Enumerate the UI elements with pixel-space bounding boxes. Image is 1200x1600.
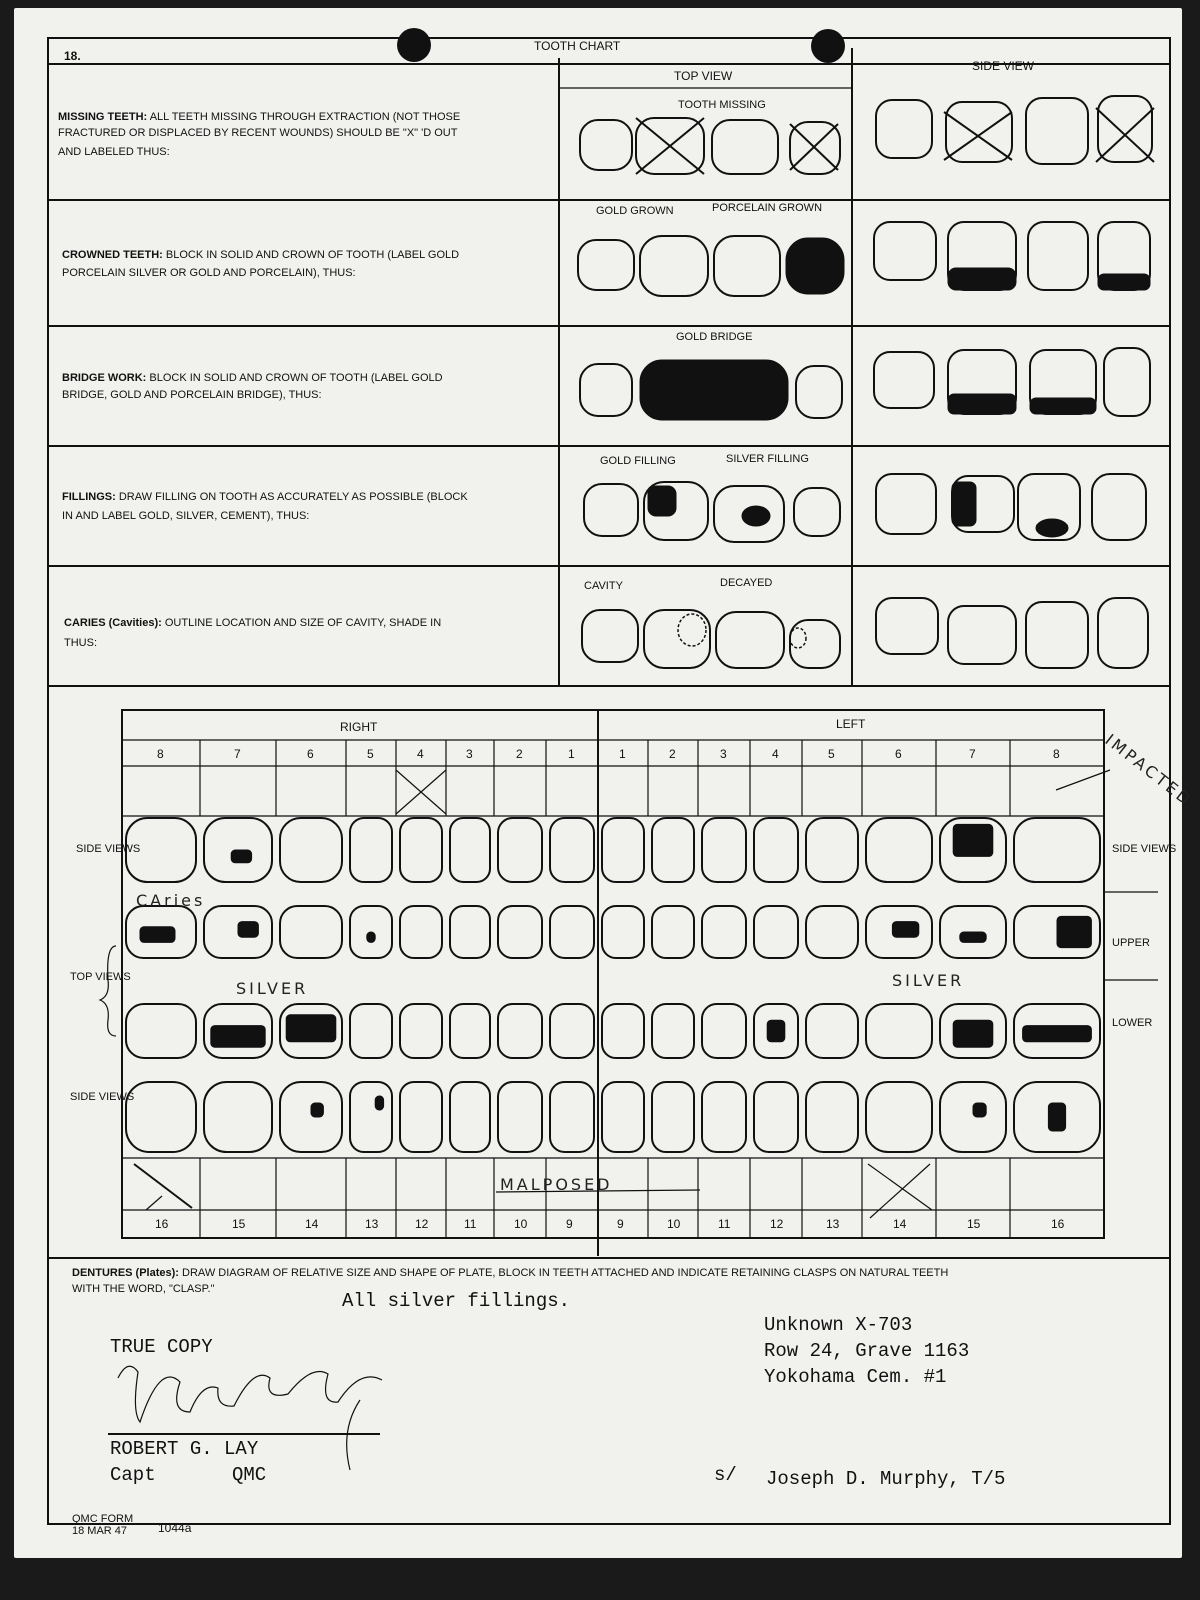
lower-label: LOWER bbox=[1112, 1017, 1153, 1029]
tooth-outline bbox=[702, 818, 746, 882]
svg-text:BRIDGE, GOLD AND PORCELAIN BRI: BRIDGE, GOLD AND PORCELAIN BRIDGE), THUS: bbox=[62, 389, 322, 401]
lower-tooth-number: 14 bbox=[305, 1217, 319, 1231]
filling-mark bbox=[953, 1020, 993, 1047]
filling-mark bbox=[1057, 916, 1091, 947]
svg-text:FRACTURED OR DISPLACED BY RECE: FRACTURED OR DISPLACED BY RECENT WOUNDS) SHOULD BE "X" 'D OUT bbox=[58, 127, 458, 139]
svg-text:TOOTH MISSING: TOOTH MISSING bbox=[678, 99, 766, 111]
tooth-outline bbox=[940, 1082, 1006, 1152]
tooth-outline bbox=[550, 818, 594, 882]
tooth-outline bbox=[498, 1082, 542, 1152]
filling-mark bbox=[238, 922, 258, 938]
upper-tooth-number: 5 bbox=[828, 747, 835, 761]
lower-tooth-number: 16 bbox=[155, 1217, 169, 1231]
tooth-outline bbox=[550, 1004, 594, 1058]
id-line-3: Yokohama Cem. #1 bbox=[764, 1366, 947, 1388]
id-line-1: Unknown X-703 bbox=[764, 1314, 913, 1336]
svg-text:GOLD BRIDGE: GOLD BRIDGE bbox=[676, 331, 753, 343]
tooth-outline bbox=[400, 1004, 442, 1058]
tooth-outline bbox=[498, 906, 542, 958]
grid-column-lines bbox=[200, 740, 1010, 1238]
upper-tooth-number: 2 bbox=[669, 747, 676, 761]
filling-mark bbox=[953, 824, 993, 856]
page-number: 18. bbox=[64, 49, 81, 63]
legend-crown-illustrations bbox=[578, 222, 1150, 296]
form-title: TOOTH CHART bbox=[534, 39, 621, 53]
form-number: 1044a bbox=[158, 1521, 192, 1535]
tooth-outline bbox=[602, 818, 644, 882]
filling-mark bbox=[1048, 1103, 1065, 1131]
tooth-outline bbox=[866, 818, 932, 882]
tooth-outline bbox=[652, 906, 694, 958]
legend-missing-illustrations bbox=[580, 96, 1154, 174]
filling-mark bbox=[960, 932, 986, 942]
upper-tooth-numbers bbox=[157, 747, 1060, 761]
tooth-outline bbox=[498, 1004, 542, 1058]
filling-mark bbox=[367, 932, 375, 942]
svg-text:MISSING TEETH: ALL TEETH MISSI: MISSING TEETH: ALL TEETH MISSING THROUGH EXTRACTION (NOT THOSE bbox=[58, 111, 461, 123]
silver-note-right: SILVER bbox=[236, 979, 309, 998]
tooth-outline bbox=[866, 1004, 932, 1058]
caries-note: CAries bbox=[136, 891, 206, 910]
tooth-outline bbox=[866, 1082, 932, 1152]
typed-remark: All silver fillings. bbox=[342, 1290, 571, 1312]
tooth-outline bbox=[400, 818, 442, 882]
svg-text:GOLD FILLING: GOLD FILLING bbox=[600, 455, 676, 467]
dentures-instructions-line2: WITH THE WORD, "CLASP." bbox=[72, 1283, 215, 1295]
svg-text:BRIDGE WORK: BLOCK IN SOLID AN: BRIDGE WORK: BLOCK IN SOLID AND CROWN OF TOOTH (LABEL GOLD bbox=[62, 372, 443, 384]
upper-tooth-number: 1 bbox=[568, 747, 575, 761]
tooth-outline bbox=[702, 1082, 746, 1152]
lower-tooth-number: 10 bbox=[514, 1217, 528, 1231]
malposed-note: MALPOSED bbox=[500, 1175, 613, 1194]
tooth-outline bbox=[806, 818, 858, 882]
lower-tooth-number: 9 bbox=[617, 1217, 624, 1231]
legend-bridge-illustrations bbox=[580, 348, 1150, 420]
id-line-2: Row 24, Grave 1163 bbox=[764, 1340, 970, 1362]
tooth-outline bbox=[806, 906, 858, 958]
right-label: RIGHT bbox=[340, 720, 378, 734]
svg-text:GOLD GROWN: GOLD GROWN bbox=[596, 205, 674, 217]
lower-tooth-number: 15 bbox=[967, 1217, 981, 1231]
tooth-outline bbox=[280, 818, 342, 882]
side-views-label-bottom: SIDE VIEWS bbox=[70, 1091, 135, 1103]
examiner-name: Joseph D. Murphy, T/5 bbox=[766, 1468, 1006, 1490]
silver-note-left: SILVER bbox=[892, 971, 965, 990]
upper-tooth-number: 4 bbox=[772, 747, 779, 761]
upper-tooth-number: 8 bbox=[1053, 747, 1060, 761]
upper-tooth-number: 3 bbox=[466, 747, 473, 761]
tooth-outline bbox=[754, 906, 798, 958]
filling-mark bbox=[1023, 1026, 1092, 1042]
tooth-outline bbox=[652, 1004, 694, 1058]
filling-mark bbox=[211, 1026, 265, 1048]
svg-text:IN AND LABEL GOLD, SILVER, CEM: IN AND LABEL GOLD, SILVER, CEMENT), THUS: bbox=[62, 510, 310, 522]
lower-tooth-number: 14 bbox=[893, 1217, 907, 1231]
filling-mark bbox=[231, 850, 251, 863]
legend-missing-teeth bbox=[58, 99, 766, 158]
legend-fillings bbox=[62, 453, 809, 522]
tooth-outline bbox=[702, 1004, 746, 1058]
side-view-label: SIDE VIEW bbox=[972, 59, 1035, 73]
top-views-label: TOP VIEWS bbox=[70, 971, 131, 983]
tooth-outline bbox=[204, 1082, 272, 1152]
tooth-outline bbox=[126, 1082, 196, 1152]
upper-tooth-number: 1 bbox=[619, 747, 626, 761]
filling-mark bbox=[375, 1096, 383, 1110]
svg-text:PORCELAIN SILVER OR GOLD AND P: PORCELAIN SILVER OR GOLD AND PORCELAIN), THUS: bbox=[62, 267, 356, 279]
tooth-outline bbox=[754, 818, 798, 882]
lower-tooth-number: 11 bbox=[718, 1217, 731, 1231]
form-date: 18 MAR 47 bbox=[72, 1525, 128, 1537]
svg-text:CARIES (Cavities): OUTLINE LOC: CARIES (Cavities): OUTLINE LOCATION AND SIZE OF CAVITY, SHADE IN bbox=[64, 617, 442, 629]
filling-mark bbox=[311, 1103, 323, 1117]
tooth-outline bbox=[280, 906, 342, 958]
tooth-outline bbox=[126, 1004, 196, 1058]
tooth-outline bbox=[754, 1082, 798, 1152]
tooth-outline bbox=[550, 906, 594, 958]
upper-tooth-number: 8 bbox=[157, 747, 164, 761]
lower-tooth-number: 16 bbox=[1051, 1217, 1065, 1231]
tooth-outline bbox=[806, 1082, 858, 1152]
lower-tooth-number: 11 bbox=[464, 1217, 477, 1231]
upper-tooth-number: 5 bbox=[367, 747, 374, 761]
tooth-outline bbox=[1014, 818, 1100, 882]
upper-tooth-number: 6 bbox=[307, 747, 314, 761]
punch-hole-right bbox=[811, 29, 845, 63]
signer-unit: QMC bbox=[232, 1464, 267, 1486]
legend-filling-illustrations bbox=[584, 474, 1146, 542]
tooth-outline bbox=[450, 818, 490, 882]
tooth-outline bbox=[450, 906, 490, 958]
upper-tooth-number: 2 bbox=[516, 747, 523, 761]
tooth-outline bbox=[652, 818, 694, 882]
signer-name: ROBERT G. LAY bbox=[110, 1438, 259, 1460]
lower-tooth-number: 13 bbox=[365, 1217, 379, 1231]
sig-prefix: s/ bbox=[714, 1464, 737, 1486]
upper-tooth-number: 7 bbox=[234, 747, 241, 761]
tooth-outline bbox=[350, 1004, 392, 1058]
impacted-note: IMPACTED bbox=[1101, 730, 1197, 810]
tooth-outline bbox=[450, 1082, 490, 1152]
tooth-outline bbox=[602, 1004, 644, 1058]
upper-tooth-number: 4 bbox=[417, 747, 424, 761]
legend-caries-illustrations bbox=[582, 598, 1148, 668]
lower-tooth-number: 10 bbox=[667, 1217, 681, 1231]
filling-mark bbox=[973, 1103, 986, 1117]
svg-text:FILLINGS: DRAW FILLING ON TOOT: FILLINGS: DRAW FILLING ON TOOTH AS ACCURATELY AS POSSIBLE (BLOCK bbox=[62, 491, 468, 503]
svg-text:PORCELAIN GROWN: PORCELAIN GROWN bbox=[712, 202, 823, 214]
side-views-label-top: SIDE VIEWS bbox=[76, 843, 141, 855]
side-views-label-right: SIDE VIEWS bbox=[1112, 843, 1177, 855]
svg-text:SILVER FILLING: SILVER FILLING bbox=[726, 453, 809, 465]
tooth-outline bbox=[350, 818, 392, 882]
lower-tooth-number: 9 bbox=[566, 1217, 573, 1231]
svg-text:CROWNED TEETH: BLOCK IN SOLID: CROWNED TEETH: BLOCK IN SOLID AND CROWN OF TOOTH (LABEL GOLD bbox=[62, 249, 460, 261]
tooth-outline bbox=[602, 1082, 644, 1152]
tooth-outline bbox=[350, 1082, 392, 1152]
left-label: LEFT bbox=[836, 717, 866, 731]
upper-tooth-number: 6 bbox=[895, 747, 902, 761]
punch-hole-left bbox=[397, 28, 431, 62]
upper-tooth-number: 3 bbox=[720, 747, 727, 761]
svg-text:CAVITY: CAVITY bbox=[584, 580, 623, 592]
upper-tooth-number: 7 bbox=[969, 747, 976, 761]
legend-caries bbox=[64, 577, 772, 649]
tooth-outline bbox=[498, 818, 542, 882]
tooth-outline bbox=[652, 1082, 694, 1152]
svg-text:AND LABELED THUS:: AND LABELED THUS: bbox=[58, 146, 170, 158]
upper-label: UPPER bbox=[1112, 937, 1150, 949]
tooth-outline bbox=[602, 906, 644, 958]
tooth-outline bbox=[702, 906, 746, 958]
filling-mark bbox=[892, 922, 918, 938]
svg-text:DECAYED: DECAYED bbox=[720, 577, 773, 589]
form-label: QMC FORM bbox=[72, 1513, 134, 1525]
lower-tooth-number: 12 bbox=[770, 1217, 784, 1231]
tooth-outline bbox=[450, 1004, 490, 1058]
lower-tooth-numbers bbox=[155, 1217, 1065, 1231]
tooth-outline bbox=[400, 1082, 442, 1152]
filling-mark bbox=[286, 1015, 336, 1042]
tooth-outline bbox=[280, 1082, 342, 1152]
lower-tooth-number: 12 bbox=[415, 1217, 429, 1231]
tooth-outline bbox=[550, 1082, 594, 1152]
lower-tooth-number: 15 bbox=[232, 1217, 246, 1231]
filling-mark bbox=[767, 1020, 785, 1042]
dentures-instructions: DENTURES (Plates): DRAW DIAGRAM OF RELATIVE SIZE AND SHAPE OF PLATE, BLOCK IN TEETH ATTACHED AND INDICATE RETAINING CLASPS ON NATURAL TEETH bbox=[72, 1267, 949, 1279]
lower-tooth-number: 13 bbox=[826, 1217, 840, 1231]
signer-rank: Capt bbox=[110, 1464, 156, 1486]
true-copy: TRUE COPY bbox=[110, 1336, 213, 1358]
tooth-outline bbox=[400, 906, 442, 958]
filling-mark bbox=[140, 927, 175, 943]
top-views-brace bbox=[100, 946, 116, 1036]
svg-text:THUS:: THUS: bbox=[64, 637, 97, 649]
tooth-outline bbox=[806, 1004, 858, 1058]
top-view-label: TOP VIEW bbox=[674, 69, 733, 83]
